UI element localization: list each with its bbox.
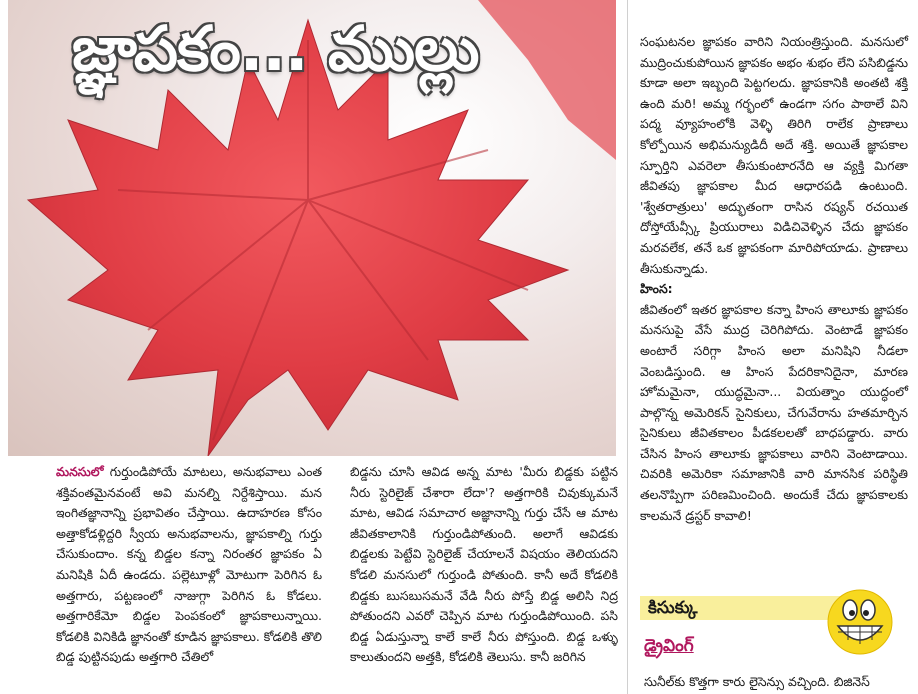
hero-image	[8, 0, 616, 456]
laughing-smiley-icon	[818, 584, 898, 656]
article-column-1	[56, 462, 322, 694]
column-3-paragraph-2: జీవితంలో ఇతర జ్ఞాపకాల కన్నా హింస తాలూకు జ్ఞాపకం మనసుపై వేసే ముద్ర చెరిగిపోదు. వెంటాడే జ్ఞాపకం అంటారే సరిగ్గా హింస అలా మనిషిని నీడలా వెంబడిస్తుంది. ఆ హింస పేదరికానిదైనా, మారణ హోమమైనా, యుద్ధమైనా... వియత్నాం యుద్ధంలో పాల్గొన్న అమెరికన్ సైనికులు, చేగువేరాను హతమార్చిన సైనికులు జీవితకాలం పీడకలలతో బాధపడ్డారు. వారు చేసిన హింస తాలూకు జ్ఞాపకాలు వారిని వెంటాడాయి. చివరికి అమెరికా సమాజానికి వారి మానసిక పరిస్థితి తలనొప్పిగా పరిణమించింది. అందుకే చేదు జ్ఞాపకాలకు కాలమనే డ్రస్టర్ కావాలి!	[640, 301, 908, 523]
box-subtitle: డ్రైవింగ్	[644, 636, 694, 656]
article-title: జ్ఞాపకం... ముల్లు	[72, 12, 479, 85]
lead-word: మనసులో	[56, 464, 104, 479]
article-column-3	[640, 32, 908, 526]
blurred-leaf	[478, 0, 616, 160]
humor-box	[640, 584, 918, 694]
column-2-text: బిడ్డను చూసి ఆవిడ అన్న మాట 'మీరు బిడ్డకు పట్టిన నీరు స్టెరిలైజ్ చేశారా లేదా'? అత్తగారికి చివుక్కుమనే మాట, ఆవిడ సమాచార అజ్ఞానాన్ని గుర్తు చేసే ఆ మాట జీవితకాలానికి గుర్తుండిపోతుంది. అలాగే ఆవిడకు బిడ్డలకు పెట్టేవి స్టెరిలైజ్ చేయాలనే విషయం తెలియదని కోడలి మనసులో గుర్తుండి పోతుంది. కానీ అదే కోడలికి బిడ్డకు బుసబుసమనే వేడి నీరు పోస్తే బిడ్డ అలిసి నిద్ర పోతుందని ఎవరో చెప్పిన మాట గుర్తుండిపోయింది. పసి బిడ్డ ఏడుస్తున్నా కాలే కాలే నీరు పోస్తుంది. బిడ్డ ఒళ్ళు కాలుతుందని అత్తకి, కోడలికి తెలుసు. కానీ జరిగిన	[350, 464, 618, 665]
column-3-paragraph-1: సంఘటనల జ్ఞాపకం వారిని నియంత్రిస్తుంది. మనసులో ముద్రించుకుపోయిన జ్ఞాపకం అభం శుభం లేని పసిబిడ్డను కూడా అలా ఇబ్బంది పెట్టగలదు. జ్ఞాపకానికి అంతటి శక్తి ఉంది మరి! అమ్మ గర్భంలో ఉండగా సగం పాఠాలే విని పద్మ వ్యూహంలోకి వెళ్ళి తిరిగి రాలేక ప్రాణాలు కోల్పోయిన అభిమన్యుడిదీ అదే శక్తి. అయితే జ్ఞాపకాల స్ఫూర్తిని ఎవరెలా తీసుకుంటారనేది ఆ వ్యక్తి మిగతా జీవితపు జ్ఞాపకాల మీద ఆధారపడి ఉంటుంది. 'శ్వేతరాత్రులు' అద్భుతంగా రాసిన రష్యన్ రచయిత దోస్తోయేవ్స్కీ ప్రియురాలు విడిచివెళ్ళిన చేదు జ్ఞాపకం మరవలేక, తనే ఒక జ్ఞాపకంగా మారిపోయాడు. ప్రాణాలు తీసుకున్నాడు.	[640, 34, 908, 276]
article-column-2	[350, 462, 618, 694]
column-1-text: గుర్తుండిపోయే మాటలు, అనుభవాలు ఎంత శక్తివంతమైనవంటే అవి మనల్ని నిర్దేశిస్తాయి. మన ఇంగితజ్ఞానాన్ని ప్రభావితం చేస్తాయి. ఉదాహరణ కోసం అత్తాకోడళ్లిద్దరి స్వీయ అనుభవాలను, జ్ఞాపకాల్ని గుర్తు చేసుకుందాం. కన్న బిడ్డల కన్నా నిరంతర జ్ఞాపకం ఏ మనిషికి ఏదీ ఉండదు. పల్లెటూళ్లో మోటుగా పెరిగిన ఓ అత్తగారు, పట్టణంలో నాజుగ్గా పెరిగిన ఓ కోడలు. అత్తగారికేమో బిడ్డల పెంపకంలో జ్ఞాపకాలున్నాయి. కోడలికి వినికిడి జ్ఞానంతో కూడిన జ్ఞాపకాలు. కోడలికి తొలి బిడ్డ పుట్టినపుడు అత్తగారి చేతిలో	[56, 464, 322, 665]
section-heading: హింస:	[640, 281, 673, 297]
box-title: కిసుక్కు	[648, 598, 698, 618]
column-divider	[627, 0, 628, 694]
box-text: సునీల్‌కు కొత్తగా కారు లైసెన్సు వచ్చింది. బిజినెస్	[644, 674, 870, 689]
